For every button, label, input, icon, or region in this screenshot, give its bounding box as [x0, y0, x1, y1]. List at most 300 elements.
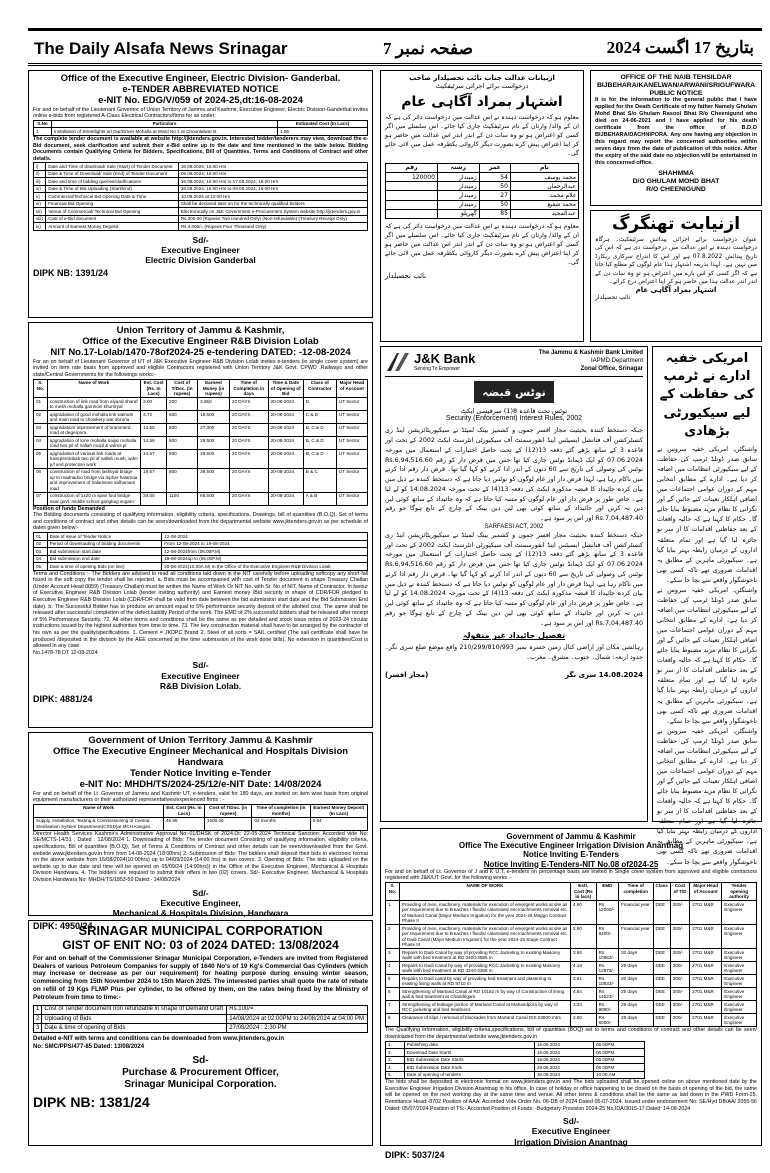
cell: 12-08-2024 — [162, 533, 368, 541]
ref-number: No.1478-78 DT 12-08-2024 — [33, 649, 98, 656]
cell: 04 — [34, 437, 48, 450]
table-row — [34, 170, 368, 178]
cell: Date of opening of tenders — [404, 1071, 534, 1079]
office-heading: OFFICE OF THE NAIB TEHSILDAR BIJBEHARA/KANELWAN/ARWANI/SRIGUFWARA — [596, 74, 756, 89]
cell: زمیندار — [437, 191, 479, 200]
notice-title: SRINAGAR MUNICIPAL CORPORATION — [78, 923, 323, 938]
cell: Download Date Starts — [404, 1049, 534, 1057]
table-row — [34, 1024, 368, 1033]
cell: 2.00 — [141, 398, 167, 411]
cell: ix) — [34, 223, 46, 231]
cell: 12-08-2024from (06.00P.M) — [162, 548, 368, 556]
cell: 1100 — [167, 492, 198, 505]
table-row — [386, 173, 579, 182]
signatory: SHAHMMA — [658, 170, 694, 178]
col-header: Name of Work — [47, 379, 140, 398]
cell: Bid submission end date — [47, 555, 162, 563]
cell: 19-08-2024up to (06.00P.M) — [162, 555, 368, 563]
table-row — [34, 208, 368, 216]
cell: 27 — [479, 191, 510, 200]
cell: 01. — [34, 533, 48, 541]
sig-line: Sd- — [192, 1055, 209, 1067]
intro-text: For and on behalf of the Lt. Governor of Jammu and Kashmir UT, e-tenders, valid for 180 days, are invited on item wise basis from original equipment manufacturers or their authorized representatives/experienced firms : - — [33, 790, 368, 804]
col-header: Class — [653, 882, 670, 901]
bank-office: Zonal Office, Srinagar — [580, 365, 643, 372]
notice-subtitle: GIST OF ENIT NO: 03 of 2024 DATED: 13/08/2024 — [62, 937, 339, 952]
body-text: Director Health Services Kashmir's Administrative Approval No:-01/DHSK of 2024,Dt: 22-05-2024 Technical Sanction: Accorded vide No: SE/MCTS-14/31 , Dated : 12/08/2024 1. Downloading of Bids: The tender document Consisting of qualifying information, eligibility criteria, specifications, Bill of quantities (B.O.Q), Set of Terms & Conditions of Contract and other details can be seen/downloaded from the Govt. website www.jktenders.gov.in from from 14-08-2024 (18:00hrs) 2. Submission of Bids: The bidders shall deposit their bids in electronic format on the above website from 16/08/2024(10:00hrs) up to 04/09/2024 (14:00 hrs) in two covers. 3. Opening of Bids: The bids uploaded on the website up to due date and time will be opened on 05/09/24 (14:00hrs)) in the Office of the Executive Engineer, Mechanical & Hospitals Division Handwara. 4. The bidders are required to submit their offers in two (02) covers. Sd/- Executive Engineer, Mechanical & Hospitals Division Handwara No: MHDH/TS/1853-59 Dated:- 14/08/2024 — [33, 830, 368, 884]
cell: 300/- — [670, 975, 689, 988]
jk-bank-possession-notice — [380, 346, 648, 822]
table-row — [34, 492, 368, 505]
cell: 20-08-2024 — [268, 437, 303, 450]
col-header: EMD — [596, 882, 619, 901]
cell: B, C & D — [303, 424, 336, 437]
cell: 19.57 — [141, 468, 167, 492]
cell: 2701 M&R — [690, 901, 722, 925]
cell — [386, 182, 438, 191]
cell: 120000 — [386, 173, 438, 182]
cell: 200 — [167, 398, 198, 411]
table-row — [386, 1041, 645, 1049]
cell: 30.08.2024 — [535, 1071, 594, 1079]
cell: 2701 M&R — [690, 949, 722, 962]
cell: 20-08-2024 — [268, 450, 303, 469]
ut-heading: Government of Union Territory Jammu & Kashmir — [88, 735, 313, 746]
cell: Shall be declared later on for the technically qualified bidders — [178, 200, 367, 208]
cell: 3 — [386, 949, 400, 962]
cell: 85 — [479, 209, 510, 218]
col-header: Major Head of Account — [336, 379, 367, 398]
logo-tagline: Serving To Empower — [414, 366, 461, 373]
cell: DEE — [653, 988, 670, 1001]
cell: Executive Engineer — [722, 949, 757, 962]
cell: 20 DAYS — [229, 468, 268, 492]
cell: 4.19 — [570, 962, 596, 975]
sig-line: Executive Engineer — [531, 1126, 611, 1137]
nit-number: e-NIT No. EDG/V/059 of 2024-25,dt:16-08-2024 — [98, 94, 303, 106]
cell: ii) — [34, 170, 46, 178]
urdu-body: عنوان درخواست برائے اجرائی پیدائش سرٹیفکیٹ۔ ہرگاہ درخواست دہندہ نے اس عدالت میں درخواست دی ہے کہ اس کی تاریخ پیدائش 07.8.2022 ہے اور اس کا اندراج سرکاری ریکارڈ میں نہیں ہے۔ لہذا بذریعہ اشتہار ہذا عام لوگوں کو مطلع کیا جاتا ہے کہ اگر کسی کو اس بارے میں اعتراض ہو تو وہ سات دن کے اندر اندر عدالت ہذا میں حاضر ہو کر اپنا اعتراض درج کرائے۔ — [595, 237, 757, 285]
cell: Supply, Installation, Testing & Commissioning of Central Sterilisation System Department(CSSD)at MCH Kangan. — [34, 817, 164, 830]
sig-line: R&B Division Lolab. — [159, 680, 242, 691]
bank-logo — [385, 351, 475, 373]
schedule-table — [33, 532, 368, 571]
col-header: عمر — [479, 163, 510, 172]
office-heading: Office The Executive Engineer Mechanical and Hospitals Division Handwara — [52, 745, 349, 768]
cell: i) — [34, 163, 46, 171]
cell: Date & Time of Download/ Sale (End) of Tender Document — [46, 170, 179, 178]
table-row — [34, 450, 368, 469]
cell: 20 DAYS — [229, 437, 268, 450]
cell: 16.08.2024 — [535, 1056, 594, 1064]
cell: 27/08/2024 : 2:30 PM — [227, 1024, 368, 1033]
urdu-footer: نائب تحصیلدار — [385, 271, 427, 280]
cell: A & B — [303, 492, 336, 505]
cell: B & C — [303, 468, 336, 492]
body-text: The bids shall be deposited in electronic format on www.jktenders.gov.in and The bids uploaded shall be opened online on above mentioned date by the Executive Engineer Irrigation Division Anantnag in his office. In case of holiday or office happening to be closed on the basis of opening of the bid, the same will be opened on the next working day at the same time and venue. All other terms & conditions shall be the same as laid down in the PWD Form-25. Remittance Head:-8702 Position of AAA: Accorded Vide Order No. 06-DB of 2024 Dated 05-07-2024. Issued under endorsement No. SE/Hyd DB/AA/ 2055-56 Dated: 05/07/2024 Position of TS:- Accorded Position of Funds: -Budgetary Provision 2024-25 No.IDA/3015-17 Dated: 14-08-2024 — [385, 1079, 757, 1112]
cell: 1 — [386, 901, 400, 925]
cell: Repairs to Dadi canal by way of providing bed treatment and plastering to existing lining walls at RD 8710 m — [399, 975, 570, 988]
sig-line: Srinagar Municipal Corporation. — [124, 1079, 277, 1091]
col-header: نام — [510, 163, 578, 172]
work-table — [33, 120, 368, 136]
col-header: رقم — [386, 163, 438, 172]
cell: DEE — [653, 975, 670, 988]
cell: 3. — [386, 1056, 405, 1064]
cell: Repairs to Dadi Canal by way of providing RCC Jacketing to existing Masonry walls with bed treatment at RD 3244-3368 m — [399, 962, 570, 975]
sig-line: Electric Division Ganderbal — [145, 255, 256, 266]
cell: 2.00 — [570, 1014, 596, 1027]
ref-number: No: SMC/PPS/477-85 Dated: 13/08/2024 — [33, 1043, 145, 1050]
cell: 300/- — [670, 988, 689, 1001]
cell: Rs 12573/- — [596, 962, 619, 975]
col-header: Earnest Money (in rupees) — [198, 379, 230, 398]
cell: Date and Time of download/ Sale (Start) of Tender Document — [46, 163, 179, 171]
cell: 20 DAYS — [229, 492, 268, 505]
cell: DEE — [653, 925, 670, 949]
signature-block — [33, 660, 368, 691]
table-row — [386, 975, 757, 988]
cell: UT Sector — [336, 424, 367, 437]
cell: Rs 14523/- — [596, 988, 619, 1001]
table-row — [386, 182, 579, 191]
cell: 800 — [167, 424, 198, 437]
cell: Rs.100/= — [227, 1005, 368, 1014]
intro-text: For and on behalf of the Lieutenant Governor of Union Territory of Jammu and Kashmir, Executive Engineer, Electric Division-Ganderbal invites online e-bids from registered A-Class Electrical Contractors/firms for as under: — [33, 106, 368, 120]
cell: 25 days — [619, 1014, 653, 1027]
table-row — [386, 209, 579, 218]
cell: 2.90 — [570, 925, 596, 949]
cell: 2701 M&R — [690, 962, 722, 975]
cell: Executive Engineer — [722, 901, 757, 925]
cell: 16.08.2024; 16:00 Hrs to 17.08.2024; 16:00 Hrs — [178, 178, 367, 186]
paper-name: The Daily Alsafa News Srinagar — [34, 39, 288, 58]
cell: 05 — [34, 450, 48, 469]
cell: Executive Engineer — [722, 962, 757, 975]
schedule-table — [33, 1005, 368, 1034]
cell: UT Sector — [336, 437, 367, 450]
cell: UT Sector — [336, 411, 367, 424]
smc-tender-notice — [28, 920, 373, 1146]
table-row — [386, 1001, 757, 1014]
cell: iv) — [34, 185, 46, 193]
cell: 02. — [34, 540, 48, 548]
cell: 14.56 — [141, 437, 167, 450]
cell: viii) — [34, 215, 46, 223]
article-headline: امریکی خفیہ ادارے نے ٹرمپ کی حفاظت کے لیے سیکیورٹی بڑھادی — [659, 351, 755, 439]
table-row — [34, 424, 368, 437]
urdu-notice-birth — [590, 210, 762, 342]
cell: upgradation of lone mohalla naijar mohalla road two pil of nallah muzil & wdms pl — [47, 437, 140, 450]
cell: عبدالمجید — [510, 209, 578, 218]
authorized-officer: (مجاز افسر) — [385, 670, 429, 679]
cell: 27,300 — [198, 424, 230, 437]
schedule-note: The Qualifying information, eligibility criteria,specifications, bill of quantities (BOQ) set to terms and conditions of contract and other details can be seen/ downloaded from the departmental website www.jktenders.gov.in — [385, 1027, 757, 1041]
sig-line: Sd/- — [192, 234, 209, 245]
cell: 20 DAYS — [229, 398, 268, 411]
cell: Clearance of slips / removal of blockades from Martand Canal D/S 23800 mtrs — [399, 1014, 570, 1027]
cell: UT Sector — [336, 398, 367, 411]
cell: 4.90 — [570, 901, 596, 925]
table-row — [34, 468, 368, 492]
signature-block — [33, 235, 368, 266]
table-row — [34, 533, 368, 541]
cell: Financial year — [619, 901, 653, 925]
table-row — [386, 1056, 645, 1064]
cell: Rs 8400/- — [596, 925, 619, 949]
cell: UT Sector — [336, 492, 367, 505]
cell: زمیندار — [437, 173, 479, 182]
logo-text: J&K Bank — [414, 351, 476, 367]
cell: 4 — [386, 962, 400, 975]
cell: 3,850 — [198, 398, 230, 411]
cell: Date & Time of Bid Uploading (Start/End) — [46, 185, 179, 193]
cell: 300/- — [670, 1014, 689, 1027]
table-row — [386, 191, 579, 200]
cell: Rs 9990/- — [596, 1001, 619, 1014]
cell: 1.96 — [278, 128, 368, 136]
cell: 01 — [34, 398, 48, 411]
cell: 20-08-2024 — [268, 492, 303, 505]
bank-footer — [385, 671, 643, 679]
cell: Financial year — [619, 925, 653, 949]
cell: 300/- — [670, 949, 689, 962]
col-header: Time of completion (in months) — [252, 804, 310, 817]
nit-number: NIT No.17-Lolab/1470-78of2024-25 e-tendering DATED: -12-08-2024 — [50, 346, 351, 358]
cell: 0.94 — [310, 817, 367, 830]
cell: 05. — [34, 563, 48, 571]
table-row — [34, 555, 368, 563]
cell: Amount of Earnest Money Deposit — [46, 223, 179, 231]
cell: 2 — [386, 925, 400, 949]
cell: 1 — [34, 1005, 42, 1014]
bank-dept: IAPMD Department — [590, 357, 643, 364]
col-header: Estt. Cost (Rs in lacs) — [570, 882, 596, 901]
col-header: Class of Contractor — [303, 379, 336, 398]
cell: Providing of men, machinery, materials for execution of emergent works at site as per requirement due to breaches / floods/ calamities/ encroachments removal etc of Martand Canal (Major Medium Irrigation) for the year 2024-25 Maggo Contract Phase II — [399, 901, 570, 925]
sig-line: Sd/- — [562, 1116, 580, 1127]
cell: محمد شفیع — [510, 200, 578, 209]
nit-number: Notice Inviting E-Tenders-NIT No.08 of2024-25 — [483, 859, 659, 869]
cell: 5 — [386, 975, 400, 988]
office-heading: Office The Executive Engineer Irrigation Division Anantnag — [458, 841, 684, 851]
notice-title: e-TENDER ABBREVIATED NOTICE — [122, 83, 279, 95]
cell: UT Sector — [336, 450, 367, 469]
cell: 20 days — [619, 975, 653, 988]
cell: 2701 M&R — [690, 988, 722, 1001]
table-row — [34, 563, 368, 571]
cell: 20-08-2024 — [268, 411, 303, 424]
cell: 20-08-2024 — [268, 398, 303, 411]
table-row — [34, 215, 368, 223]
urdu-title: نوٹس قبضہ — [482, 386, 546, 400]
cell: 20-08-2024 — [268, 424, 303, 437]
table-row — [34, 1015, 368, 1024]
sig-line: Sd/- — [192, 887, 209, 898]
cell: گھریلو — [437, 209, 479, 218]
cell: Executive Engineer — [722, 1001, 757, 1014]
urdu-notice-certificate — [380, 70, 584, 342]
cell: D — [303, 398, 336, 411]
cell: BID Submission Date Starts — [404, 1056, 534, 1064]
office-heading: Office of the Executive Engineer, Electric Division- Ganderbal. — [60, 73, 341, 84]
cell: 06.00PM — [593, 1064, 644, 1072]
cell: Cost of Tender document non refundable in shape of Demand Draft — [42, 1005, 227, 1014]
cell: 20 DAYS — [229, 411, 268, 424]
cell: 4.72 — [141, 411, 167, 424]
urdu-title: اشتہار بمراد آگاہی عام — [401, 94, 563, 110]
cell: 2 — [34, 1015, 42, 1024]
cell: 06.00PM — [593, 1056, 644, 1064]
article-body: واشنگٹن، امریکی خفیہ سروس نے سابق صدر ڈونلڈ ٹرمپ کی حفاظت کے لیے سیکیورٹی انتظامات میں اضافہ کر دیا ہے۔ ادارے کے مطابق انتخابی مہم کے دوران عوامی اجتماعات میں اضافی اہلکار تعینات کیے جائیں گے اور نگرانی کا نظام مزید مضبوط بنایا جائے گا۔ حکام کا کہنا ہے کہ حالیہ واقعات کے بعد حفاظتی اقدامات کا از سر نو جائزہ لیا گیا ہے اور تمام متعلقہ اداروں کے درمیان رابطہ بہتر بنایا گیا ہے۔ سیکیورٹی ماہرین کے مطابق یہ اقدامات ضروری تھے تاکہ کسی بھی ناخوشگوار واقعے سے بچا جا سکے۔ — [657, 445, 757, 584]
cell: 2701 M&R — [690, 925, 722, 949]
cell: Rs 10963/- — [596, 949, 619, 962]
col-header: NAME OF WORK — [399, 882, 570, 901]
cell: 46.95 — [164, 817, 205, 830]
cell: Financial Bid Opening — [46, 200, 179, 208]
table-row — [386, 200, 579, 209]
bank-name: The Jammu & Kashmir Bank Limited — [538, 350, 643, 356]
detail-text: Detailed e-NIT with terms and conditions can be downloaded from www.jktenders.gov.in — [33, 1036, 285, 1043]
cell: 300/- — [670, 925, 689, 949]
urdu-header: ازبیانات عدالت جناب نائب تحصیلدار صاحب — [409, 74, 555, 82]
cell: 600 — [167, 411, 198, 424]
body-text: For and on behalf of the Commissioner Srinagar Municipal Corporation, e-Tenders are invited from Registered Dealers of various Petroleum Companies for supply of 1640 No's of 19 Kg's Commercial Gas Cylinders (which may increase or decrease as per our requirement) for heating purpose during ensuing winter season, commencing from 15th November 2024 to 15th March 2025. The interested parties shall quote the rate of rebate on refill of 19 Kgs FLMP Plus per cylinder, to be offered by them, on the rates being fixed by the Ministry of Petroleum from time to time:- — [33, 954, 368, 1002]
col-header: Est. Cost (Rs. in Lacs) — [164, 804, 205, 817]
cell: UT Sector — [336, 468, 367, 492]
cell: Rs.200.00 (Rupees Two Hundred Only) (Non-refundable) (Treasury Receipt Only) — [178, 215, 367, 223]
cell: Date of issue of Tender Notice — [47, 533, 162, 541]
table-row — [34, 178, 368, 186]
cell: 1. — [386, 1041, 405, 1049]
sig-line: Irrigation Division Anantnag — [514, 1136, 628, 1147]
cell: vi) — [34, 200, 46, 208]
table-row — [386, 988, 757, 1001]
col-header: Major Head of Account — [690, 882, 722, 901]
cell: 54 — [479, 173, 510, 182]
dipk-number: DIPK NB: 1391/24 — [33, 268, 109, 279]
urdu-body-repeat: معلوم ہو کہ درخواست دہندہ نے اس عدالت میں درخواست دائر کی ہے کہ ان کے والد/ وارثان کے نام سرٹیفکیٹ جاری کیا جائے۔ اس سلسلے میں اگر کسی کو اعتراض ہو تو وہ سات دن کے اندر اندر اس عدالت میں حاضر ہو کر اپنا اعتراض پیش کرے بصورت دیگر کاروائی یکطرفہ عمل میں لائی جائے گی۔ — [385, 223, 579, 266]
urdu-footer: نائب تحصیلدار — [595, 294, 631, 302]
cell: 800 — [167, 450, 198, 469]
paper-date: بتاریخ 17 اگست 2024 — [606, 38, 754, 57]
urdu-title: ازنیابت تھنگرگ — [611, 214, 741, 234]
tender-notice-irrigation — [380, 828, 762, 1160]
notice-date-place — [565, 671, 643, 679]
col-header: Estimated Cost (In Lacs) — [278, 120, 368, 128]
cell: غلام محمد — [510, 191, 578, 200]
cell: 39,500 — [198, 468, 230, 492]
col-header: Tender opening authority — [722, 882, 757, 901]
rule-en: Security (Enforcement) Interest Rules, 2002 — [445, 415, 583, 423]
cell: 3.61 — [570, 975, 596, 988]
cell: 1 — [34, 128, 52, 136]
cell: 4.84 — [570, 988, 596, 1001]
table-row — [34, 223, 368, 231]
signature-block — [33, 888, 368, 919]
cell: 29,500 — [198, 450, 230, 469]
cell: 34.05 — [141, 492, 167, 505]
sig-line: Mechanical & Hospitals Division, Handwara — [112, 908, 289, 919]
cell: 19,500 — [198, 411, 230, 424]
col-header: Time of completion — [619, 882, 653, 901]
cell: 5. — [386, 1071, 405, 1079]
cell: Executive Engineer — [722, 975, 757, 988]
dipk-number: DIPK: 5037/24 — [385, 1149, 445, 1160]
cell: C & D — [303, 411, 336, 424]
cell: upgradation/ improvement of brammerd road at degerpora — [47, 424, 140, 437]
sig-line: Executive Engineer — [161, 245, 240, 256]
cell: Providing of men, machinery, materials for execution of emergent works at site as per requirement due to breaches / floods/ calamities/ encroachments removal etc of Dadi Canal (Major Medium Irrigation) for the year 2024-25 Stage Contract Phase III — [399, 925, 570, 949]
table-row — [386, 1071, 645, 1079]
col-header: S. No. — [34, 379, 48, 398]
cell: construction of link road from alyaral sharaf to mesh mohalla gamnoni khurriryal — [47, 398, 140, 411]
cell: B, C & D — [303, 450, 336, 469]
cell: 20 days — [619, 949, 653, 962]
works-table — [33, 379, 368, 506]
signatory-address: R/O CHEENIGUND — [646, 185, 706, 193]
col-header: Est. Cost (Rs. In Lacs) — [141, 379, 167, 398]
nit-number: e-NIT No: MHDH/TS/2024-25/12/e-NIT Date: 14/08/2024 — [79, 778, 322, 790]
rule-urdu: نوٹس تحت قاعدہ 8(1) سرفیسی ایکٹ — [460, 407, 568, 416]
work-table — [33, 804, 368, 831]
cell: 29.08.2024 — [535, 1064, 594, 1072]
col-header: Earnest Money Deposit (In Lacs) — [310, 804, 367, 817]
cell: 800 — [167, 468, 198, 492]
cell: 03. — [34, 548, 48, 556]
cell: Cost of e-Bid document — [46, 215, 179, 223]
table-row — [386, 901, 757, 925]
cell: Strengthening of Martand Canal at RD 10152 m by way of Construction of lining wall & bed treatment at Chandrigam — [399, 988, 570, 1001]
dipk-number: DIPK NB: 1381/24 — [33, 1094, 150, 1111]
works-table — [385, 882, 757, 1028]
cell: 10.09.2024 at 12:00 Hrs — [178, 193, 367, 201]
table-row — [34, 1005, 368, 1014]
notice-title-banner — [474, 381, 554, 403]
cell: 600 — [167, 437, 198, 450]
article-body-2: واشنگٹن، امریکی خفیہ سروس نے سابق صدر ڈونلڈ ٹرمپ کی حفاظت کے لیے سیکیورٹی انتظامات میں اضافہ کر دیا ہے۔ ادارے کے مطابق انتخابی مہم کے دوران عوامی اجتماعات میں اضافی اہلکار تعینات کیے جائیں گے اور نگرانی کا نظام مزید مضبوط بنایا جائے گا۔ حکام کا کہنا ہے کہ حالیہ واقعات کے بعد حفاظتی اقدامات کا از سر نو جائزہ لیا گیا ہے اور تمام متعلقہ اداروں کے درمیان رابطہ بہتر بنایا گیا ہے۔ سیکیورٹی ماہرین کے مطابق یہ اقدامات ضروری تھے تاکہ کسی بھی ناخوشگوار واقعے سے بچا جا سکے۔ — [657, 586, 757, 725]
cell: محمد یوسف — [510, 173, 578, 182]
schedule-table — [385, 1041, 645, 1080]
col-header: Time of Completion in days — [229, 379, 268, 398]
table-row — [34, 163, 368, 171]
cell: 14/08/2024 at 02:00PM to 24/08/2024 at 04:00 PM — [227, 1015, 368, 1024]
sig-line: Executive Engineer — [161, 670, 240, 681]
cell: 06.00PM — [593, 1049, 644, 1057]
cell: From 12-08-2024 to 19-08-2024 — [162, 540, 368, 548]
urdu-table — [385, 163, 579, 219]
cell: DEE — [653, 1014, 670, 1027]
urdu-subheader: درخواست برائے اجرائی سرٹیفکیٹ — [435, 82, 529, 90]
cell: construction of 1x20 m span foot bridge near govt. middle school gangbug sogam — [47, 492, 140, 505]
cell: 300/- — [670, 1001, 689, 1014]
article-body-3: واشنگٹن، امریکی خفیہ سروس نے سابق صدر ڈونلڈ ٹرمپ کی حفاظت کے لیے سیکیورٹی انتظامات میں اضافہ کر دیا ہے۔ ادارے کے مطابق انتخابی مہم کے دوران عوامی اجتماعات میں اضافی اہلکار تعینات کیے جائیں گے اور نگرانی کا نظام مزید مضبوط بنایا جائے گا۔ حکام کا کہنا ہے کہ حالیہ واقعات کے بعد حفاظتی اقدامات کا از سر نو جائزہ لیا گیا ہے اور تمام متعلقہ اداروں کے درمیان رابطہ بہتر بنایا گیا ہے۔ سیکیورٹی ماہرین کے مطابق یہ اقدامات ضروری تھے تاکہ کسی بھی ناخوشگوار واقعے سے بچا جا سکے۔ — [657, 727, 757, 866]
col-header: Name of Work — [34, 804, 164, 817]
cell: 66,500 — [198, 492, 230, 505]
table-row — [386, 962, 757, 975]
cell: 3 — [34, 1024, 42, 1033]
cell: 2701 M&R — [690, 1014, 722, 1027]
table-row — [386, 925, 757, 949]
cell: Rs 6000/- — [596, 1014, 619, 1027]
cell: 50 — [479, 182, 510, 191]
notice-body-continued: جبکہ دستخط کنندہ بحیثیت مجاز افسر جموں و کشمیر بینک لمیٹڈ نے سیکیوریٹائزیشن اینڈ ری کنسٹرکشن آف فنانشل ایسیٹس اینڈ انفورسمنٹ آف سیکیورٹی انٹرسٹ ایکٹ 2002 کے تحت اور قاعدہ 3 کے ساتھ پڑھے گئے دفعہ 13(12) کے تحت حاصل اختیارات کے استعمال میں مورخہ 07.06.2024 کو ایک ڈیمانڈ نوٹس جاری کیا تھا جس میں قرض دار کو رقم Rs.6,94,516.60 نوٹس کی وصولی کی تاریخ سے 60 دنوں کے اندر ادا کرنے کو کہا گیا تھا۔ قرض دار رقم ادا کرنے میں ناکام رہا ہے، لہذا قرض دار اور عام لوگوں کو نوٹس دیا جاتا ہے کہ دستخط کنندہ نے ذیل میں بیان کردہ جائیداد کا قبضہ مذکورہ ایکٹ کی دفعہ 13(4) کے تحت مورخہ 14.08.2024 کو لے لیا ہے۔ خاص طور پر قرض دار اور عام لوگوں کو متنبہ کیا جاتا ہے کہ وہ جائیداد کے ساتھ کوئی لین دین نہ کریں اور جائیداد کے ساتھ کوئی بھی لین دین بینک کے چارج کے تابع ہوگا جو رقم Rs.7,04,487.40 اور اس پر سود ہے۔ — [385, 531, 644, 627]
cell: 20 DAYS — [229, 450, 268, 469]
cell: DEE — [653, 962, 670, 975]
cell: DEE — [653, 949, 670, 962]
note-text: The Bidding documents consisting of qualifying information, eligibility criteria, specifications, Drawings, bill of quantities (B.O.Q), Set of terms and conditions of contract and other details can be seen/downloaded from the departmental website www.jktenders.gov.in as per schedule of dates given below:- — [33, 512, 368, 532]
cell: Executive Engineer — [722, 1014, 757, 1027]
